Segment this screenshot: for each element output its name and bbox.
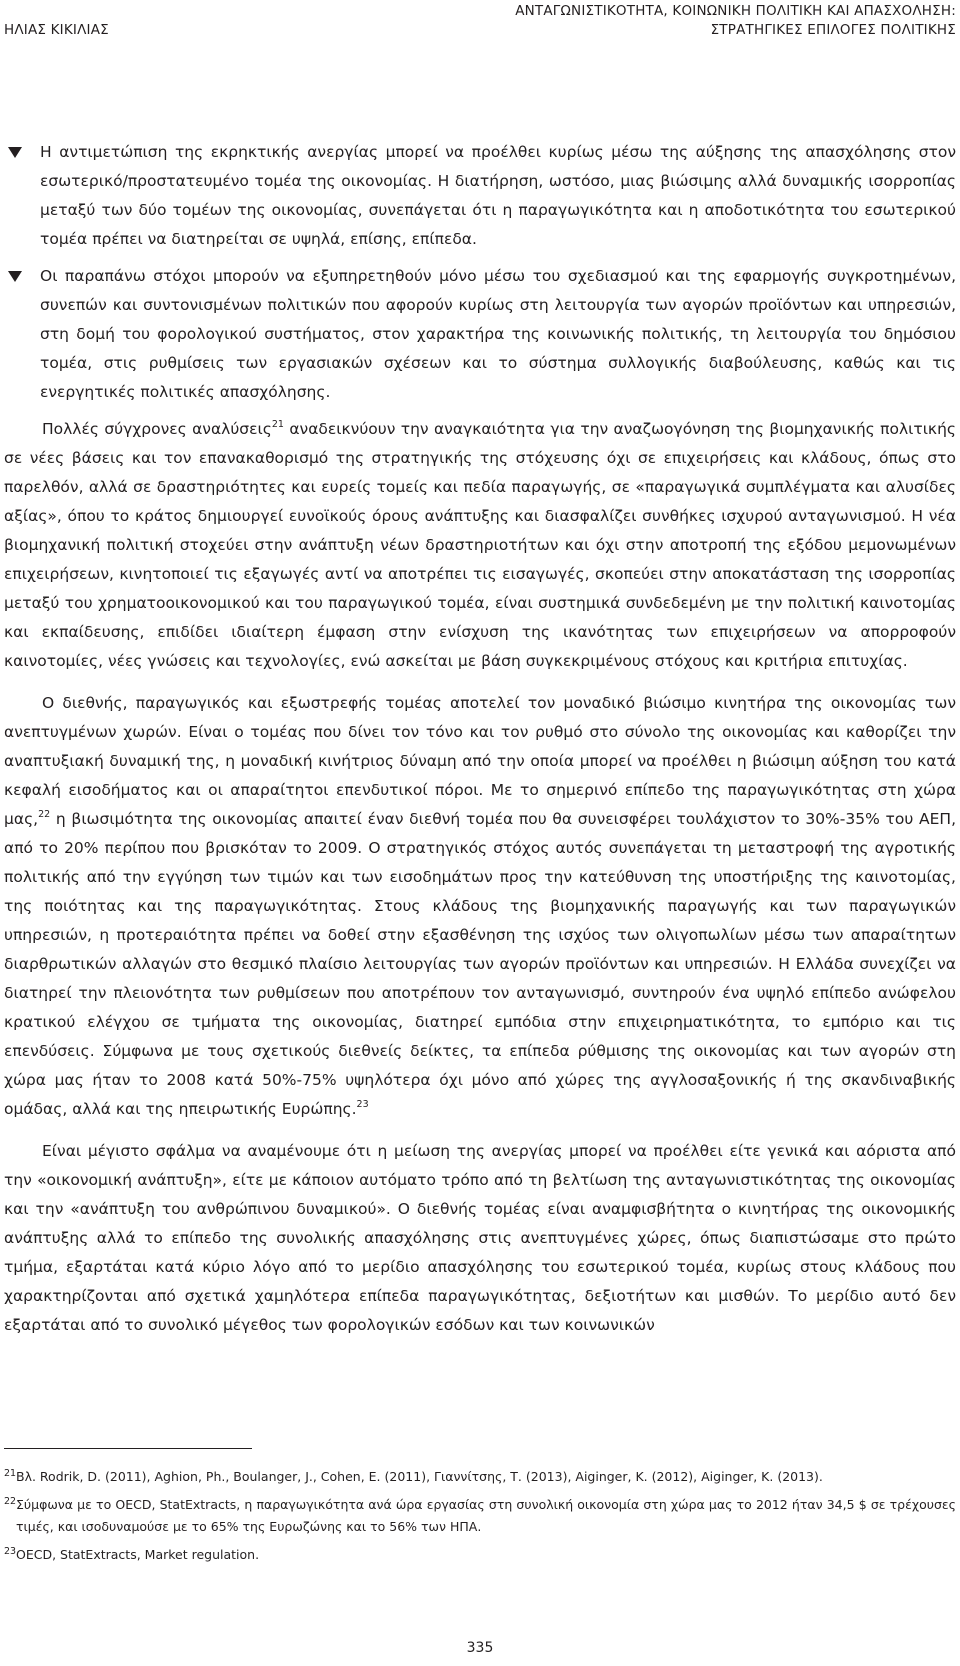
paragraph-text: η βιωσιμότητα της οικονομίας απαιτεί έναν διεθνή τομέα που θα συνεισφέρει τουλάχιστον το 30%-35% του ΑΕΠ, από το 20% περίπου που βρισκόταν το 2009. Ο στρατηγικός στόχος αυτός συνεπάγεται τη μεταστροφή της αγροτικής πολιτικής από την εγγύηση των τιμών και των εισοδημάτων προς την κατεύθυνση της υποστήριξης της καινοτομίας, της ποιότητας και της παραγωγικότητας. Στους κλάδους της βιομηχανικής παραγωγής και των παραγωγικών υπηρεσιών, η προτεραιότητα πρέπει να δοθεί στην εξασθένηση της ισχύος των ολιγοπωλίων μέσω των απαραίτητων διαρθρωτικών αλλαγών στο θεσμικό πλαίσιο λειτουργίας των αγορών προϊόντων και υπηρεσιών. Η Ελλάδα συνεχίζει να διατηρεί την πλειονότητα των ρυθμίσεων που αποτρέπουν τον ανταγωνισμό, συντηρούν ένα υψηλό επίπεδο ανώφελου κρατικού ελέγχου σε τμήματα της οικονομίας, διατηρεί εμπόδια στην επιχειρηματικότητα, το εμπόριο και τις επενδύσεις. Σύμφωνα με τους σχετικούς διεθνείς δείκτες, τα επίπεδα ρύθμισης της οικονομίας και των αγορών στη χώρα μας ήταν το 2008 κατά 50%-75% υψηλότερα όχι μόνο από χώρες της αγγλοσαξονικής ή της σκανδιναβικής ομάδας, αλλά και της ηπειρωτικής Ευρώπης. bbox=[4, 810, 956, 1118]
paragraph-unemployment bbox=[0, 1137, 960, 1340]
footnote-ref-22[interactable]: 22 bbox=[38, 809, 51, 820]
page-number: 335 bbox=[466, 1640, 494, 1656]
footnote-ref-23[interactable]: 23 bbox=[356, 1099, 369, 1110]
footnote-text: OECD, StatExtracts, Market regulation. bbox=[16, 1547, 260, 1562]
paragraph-text: Είναι μέγιστο σφάλμα να αναμένουμε ότι η μείωση της ανεργίας μπορεί να προέλθει είτε γενικά και αόριστα από την «οικονομική ανάπτυξη», είτε με κάποιον αυτόματο τρόπο από τη βελτίωση της ανταγωνιστικότητας της οικονομίας και την «ανάπτυξη του ανθρώπινου δυναμικού». Ο διεθνής τομέας είναι αναμφισβήτητα ο κινητήρας της οικονομικής ανάπτυξης αλλά το επίπεδο της συνολικής απασχόλησης στις ανεπτυγμένες χώρες, όπως διαπιστώσαμε στο πρώτο τμήμα, εξαρτάται κατά κύριο λόγο από το μερίδιο απασχόλησης του εσωτερικού τομέα, κυρίως στους κλάδους που χαρακτηρίζονται από σχετικά χαμηλότερα επίπεδα παραγωγικότητας, δεξιοτήτων και μισθών. Το μερίδιο αυτό δεν εξαρτάται από το συνολικό μέγεθος των φορολογικών εσόδων και των κοινωνικών bbox=[4, 1142, 956, 1334]
bullet-item bbox=[0, 262, 960, 407]
footnote-number: 21 bbox=[4, 1468, 17, 1479]
triangle-bullet-icon bbox=[8, 147, 22, 158]
paragraph-industrial-policy bbox=[0, 415, 960, 676]
footnote-23 bbox=[0, 1544, 960, 1566]
body-text bbox=[0, 138, 960, 1353]
footnote-number: 22 bbox=[4, 1496, 17, 1507]
paragraph-international-sector bbox=[0, 689, 960, 1124]
running-head-title bbox=[515, 2, 956, 40]
footnote-text: Σύμφωνα με το OECD, StatExtracts, η παραγωγικότητα ανά ώρα εργασίας στη συνολική οικονομία στη χώρα μας το 2012 ήταν 34,5 $ σε τρέχουσες τιμές, και ισοδυναμούσε με το 65% της Ευρωζώνης και το 56% των ΗΠΑ. bbox=[16, 1497, 956, 1534]
footnotes bbox=[0, 1466, 960, 1572]
paragraph-text: αναδεικνύουν την αναγκαιότητα για την αναζωογόνηση της βιομηχανικής πολιτικής σε νέες βάσεις και τον επανακαθορισμό της στρατηγικής της στόχευσης όχι σε επιχειρήσεις και κλάδους, όπως στο παρελθόν, αλλά σε δραστηριότητες και ευρείς τομείς και πεδία παραγωγής, σε «παραγωγικά συμπλέγματα και αλυσίδες αξίας», όπου το κράτος δημιουργεί ευνοϊκούς όρους ανάπτυξης και διασφαλίζει συνθήκες ισχυρού ανταγωνισμού. Η νέα βιομηχανική πολιτική στοχεύει στην ανάπτυξη νέων δραστηριοτήτων και όχι στην αποτροπή της εξόδου μεμονωμένων επιχειρήσεων, κινητοποιεί τις εξαγωγές αντί να αποτρέπει τις εισαγωγές, σκοπεύει στην αποκατάσταση της ισορροπίας μεταξύ του χρηματοοικονομικού και του παραγωγικού τομέα, είναι συστημικά συνδεδεμένη με την πολιτική καινοτομίας και εκπαίδευσης, επιδίδει ιδιαίτερη έμφαση στην ενίσχυση της ικανότητας των επιχειρήσεων να απορροφούν καινοτομίες, νέες γνώσεις και τεχνολογίες, ενώ ασκείται με βάση συγκεκριμένους στόχους και κριτήρια επιτυχίας. bbox=[4, 420, 956, 670]
footnote-21 bbox=[0, 1466, 960, 1488]
bullet-text: Η αντιμετώπιση της εκρηκτικής ανεργίας μπορεί να προέλθει κυρίως μέσω της αύξησης της απασχόλησης στον εσωτερικό/προστατευμένο τομέα της οικονομίας. Η διατήρηση, ωστόσο, μιας βιώσιμης αλλά δυναμικής ισορροπίας μεταξύ των δύο τομέων της οικονομίας, συνεπάγεται ότι η παραγωγικότητα και η αποδοτικότητα του εσωτερικού τομέα πρέπει να διατηρείται σε υψηλά, επίσης, επίπεδα. bbox=[40, 143, 956, 248]
running-head-author: ΗΛΙΑΣ ΚΙΚΙΛΙΑΣ bbox=[4, 22, 109, 38]
footnote-number: 23 bbox=[4, 1546, 17, 1557]
paragraph-text: Πολλές σύγχρονες αναλύσεις bbox=[42, 420, 272, 438]
paragraph-text: Ο διεθνής, παραγωγικός και εξωστρεφής τομέας αποτελεί τον μοναδικό βιώσιμο κινητήρα της οικονομίας των ανεπτυγμένων χωρών. Είναι ο τομέας που δίνει τον τόνο και τον ρυθμό στο σύνολο της οικονομίας και καθορίζει την αναπτυξιακή δυναμική της, η μοναδική κινήτριος δύναμη από την οποία μπορεί να προέλθει η βιώσιμη αύξηση του κατά κεφαλή εισοδήματος και οι απαραίτητοι επενδυτικοί πόροι. Με το σημερινό επίπεδο της παραγωγικότητας στη χώρα μας, bbox=[4, 694, 956, 828]
bullet-text: Οι παραπάνω στόχοι μπορούν να εξυπηρετηθούν μόνο μέσω του σχεδιασμού και της εφαρμογής συγκροτημένων, συνεπών και συντονισμένων πολιτικών που αφορούν κυρίως στη λειτουργία των αγορών προϊόντων και υπηρεσιών, στη δομή του φορολογικού συστήματος, στον χαρακτήρα της κοινωνικής πολιτικής, τη λειτουργία του δημόσιου τομέα, στις ρυθμίσεις των εργασιακών σχέσεων και το σύστημα συλλογικής διαβούλευσης, καθώς και τις ενεργητικές πολιτικές απασχόλησης. bbox=[40, 267, 956, 401]
footnote-22 bbox=[0, 1494, 960, 1538]
footnote-text: Βλ. Rodrik, D. (2011), Aghion, Ph., Boulanger, J., Cohen, E. (2011), Γιαννίτσης, Τ. (2013), Aiginger, K. (2012), Aiginger, K. (2013). bbox=[16, 1469, 823, 1484]
footnote-ref-21[interactable]: 21 bbox=[271, 419, 284, 430]
page-header bbox=[0, 0, 960, 50]
running-head-title-line-1: ΑΝΤΑΓΩΝΙΣΤΙΚΟΤΗΤΑ, ΚΟΙΝΩΝΙΚΗ ΠΟΛΙΤΙΚΗ ΚΑΙ ΑΠΑΣΧΟΛΗΣΗ: bbox=[515, 3, 956, 19]
running-head-title-line-2: ΣΤΡΑΤΗΓΙΚΕΣ ΕΠΙΛΟΓΕΣ ΠΟΛΙΤΙΚΗΣ bbox=[710, 22, 956, 38]
bullet-item bbox=[0, 138, 960, 254]
triangle-bullet-icon bbox=[8, 271, 22, 282]
footnote-divider bbox=[4, 1448, 252, 1449]
